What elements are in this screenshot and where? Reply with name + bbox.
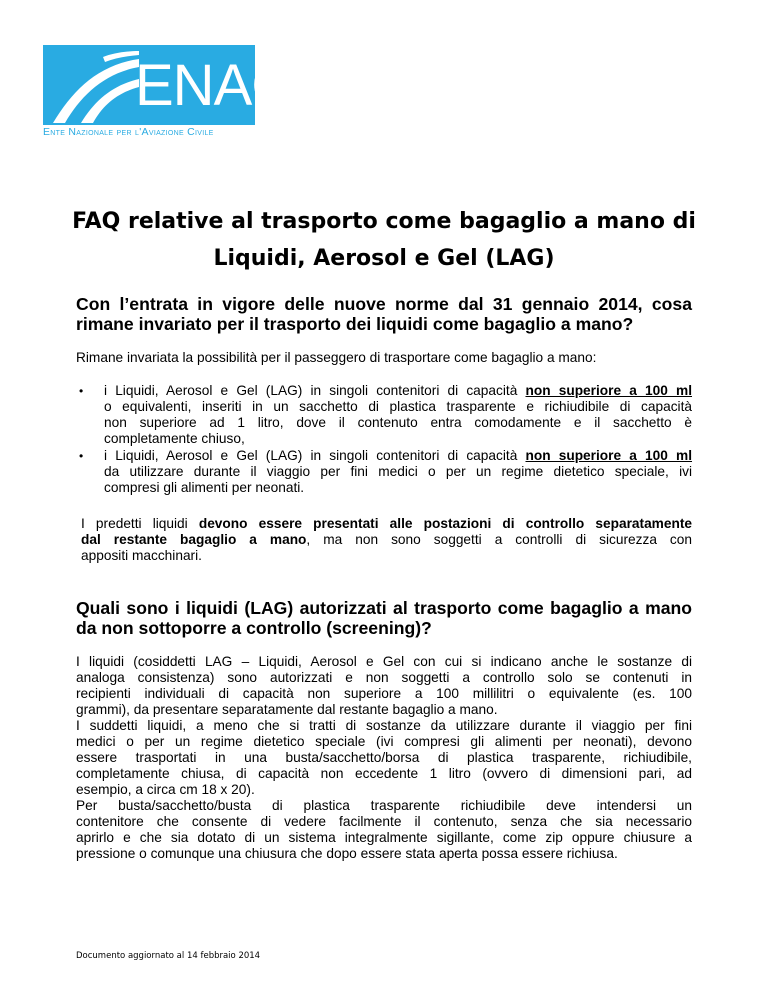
bullet-item-1 bbox=[104, 383, 692, 447]
answer-line: medici o per un regime dietetico speciale (ivi compresi gli alimenti per neonati), devono bbox=[76, 734, 692, 749]
answer-line: aprirlo e che sia dotato di un sistema integralmente sigillante, come zip oppure chiusure a bbox=[76, 830, 692, 845]
page-title bbox=[60, 203, 708, 277]
note-line-1 bbox=[81, 516, 692, 532]
answer-line: esempio, a circa cm 18 x 20). bbox=[76, 782, 255, 797]
bullet-marker-1: • bbox=[79, 384, 84, 398]
note-line-3: appositi macchinari. bbox=[81, 548, 202, 563]
question-2-line-1: Quali sono i liquidi (LAG) autorizzati al trasporto come bagaglio a mano bbox=[76, 598, 692, 618]
answer-line: analoga consistenza) sono autorizzati e non soggetti a controllo solo se contenuti in bbox=[76, 670, 692, 685]
answer-paragraph bbox=[76, 654, 692, 862]
note-paragraph bbox=[81, 516, 692, 564]
wing-icon bbox=[43, 45, 143, 125]
note-text-2: , ma non sono soggetti a controlli di sicurezza con bbox=[306, 532, 692, 547]
bullet-2-line-2: da utilizzare durante il viaggio per fini medici o per un regime dietetico speciale, ivi bbox=[104, 464, 692, 479]
answer-line: contenitore che consente di vedere facilmente il contenuto, senza che sia necessario bbox=[76, 814, 692, 829]
note-emphasis-1: devono essere presentati alle postazioni di controllo separatamente bbox=[198, 516, 692, 531]
answer-line: pressione o comunque una chiusura che dopo essere stata aperta possa essere richiusa. bbox=[76, 846, 618, 861]
bullet-2-text: i Liquidi, Aerosol e Gel (LAG) in singoli contenitori di capacità bbox=[104, 448, 526, 463]
bullet-2-line-1 bbox=[104, 448, 692, 464]
question-1-line-1: Con l’entrata in vigore delle nuove norme dal 31 gennaio 2014, cosa bbox=[76, 294, 692, 314]
bullet-1-line-3: non superiore ad 1 litro, dove il contenuto entra comodamente e il sacchetto è bbox=[104, 415, 692, 430]
question-2-line-2: da non sottoporre a controllo (screening)? bbox=[76, 618, 432, 638]
intro-text: Rimane invariata la possibilità per il passeggero di trasportare come bagaglio a mano: bbox=[76, 350, 597, 365]
answer-line: essere trasportati in una busta/sacchetto/borsa di plastica trasparente, richiudibile, bbox=[76, 750, 692, 765]
intro-paragraph bbox=[76, 350, 692, 366]
answer-line: grammi), da presentare separatamente dal restante bagaglio a mano. bbox=[76, 702, 498, 717]
question-1-line-2: rimane invariato per il trasporto dei liquidi come bagaglio a mano? bbox=[76, 314, 634, 334]
answer-line: completamente chiusa, di capacità non eccedente 1 litro (ovvero di dimensioni pari, ad bbox=[76, 766, 692, 781]
bullet-2-line-3: compresi gli alimenti per neonati. bbox=[104, 480, 305, 495]
title-line-1: FAQ relative al trasporto come bagaglio a mano di bbox=[72, 209, 696, 234]
note-text-1: I predetti liquidi bbox=[81, 516, 199, 531]
bullet-1-line-2: o equivalenti, inseriti in un sacchetto di plastica trasparente e richiudibile di capacità bbox=[104, 399, 692, 414]
answer-line: Per busta/sacchetto/busta di plastica trasparente richiudibile deve intendersi un bbox=[76, 798, 692, 813]
bullet-1-line-1 bbox=[104, 383, 692, 399]
logo-subtitle: Ente Nazionale per l'Aviazione Civile bbox=[43, 126, 214, 138]
question-1-heading bbox=[76, 294, 692, 334]
footer-note: Documento aggiornato al 14 febbraio 2014 bbox=[76, 951, 261, 961]
bullet-item-2 bbox=[104, 448, 692, 496]
logo-wordmark: ENAC bbox=[135, 53, 293, 118]
bullet-1-text: i Liquidi, Aerosol e Gel (LAG) in singoli contenitori di capacità bbox=[104, 383, 526, 398]
title-line-2: Liquidi, Aerosol e Gel (LAG) bbox=[213, 246, 555, 271]
bullet-2-emphasis: non superiore a 100 ml bbox=[525, 448, 693, 463]
answer-line: recipienti individuali di capacità non superiore a 100 millilitri o equivalente (es. 100 bbox=[76, 686, 692, 701]
question-2-heading bbox=[76, 598, 692, 638]
answer-line: I suddetti liquidi, a meno che si tratti di sostanze da utilizzare durante il viaggio per fini bbox=[76, 718, 692, 733]
enac-logo bbox=[41, 43, 293, 139]
bullet-1-emphasis: non superiore a 100 ml bbox=[525, 383, 693, 398]
note-line-2 bbox=[81, 532, 692, 548]
bullet-1-line-4: completamente chiuso, bbox=[104, 431, 245, 446]
note-emphasis-2: dal restante bagaglio a mano bbox=[81, 532, 307, 547]
answer-line: I liquidi (cosiddetti LAG – Liquidi, Aerosol e Gel con cui si indicano anche le sostanze di bbox=[76, 654, 692, 669]
bullet-marker-2: • bbox=[79, 449, 84, 463]
